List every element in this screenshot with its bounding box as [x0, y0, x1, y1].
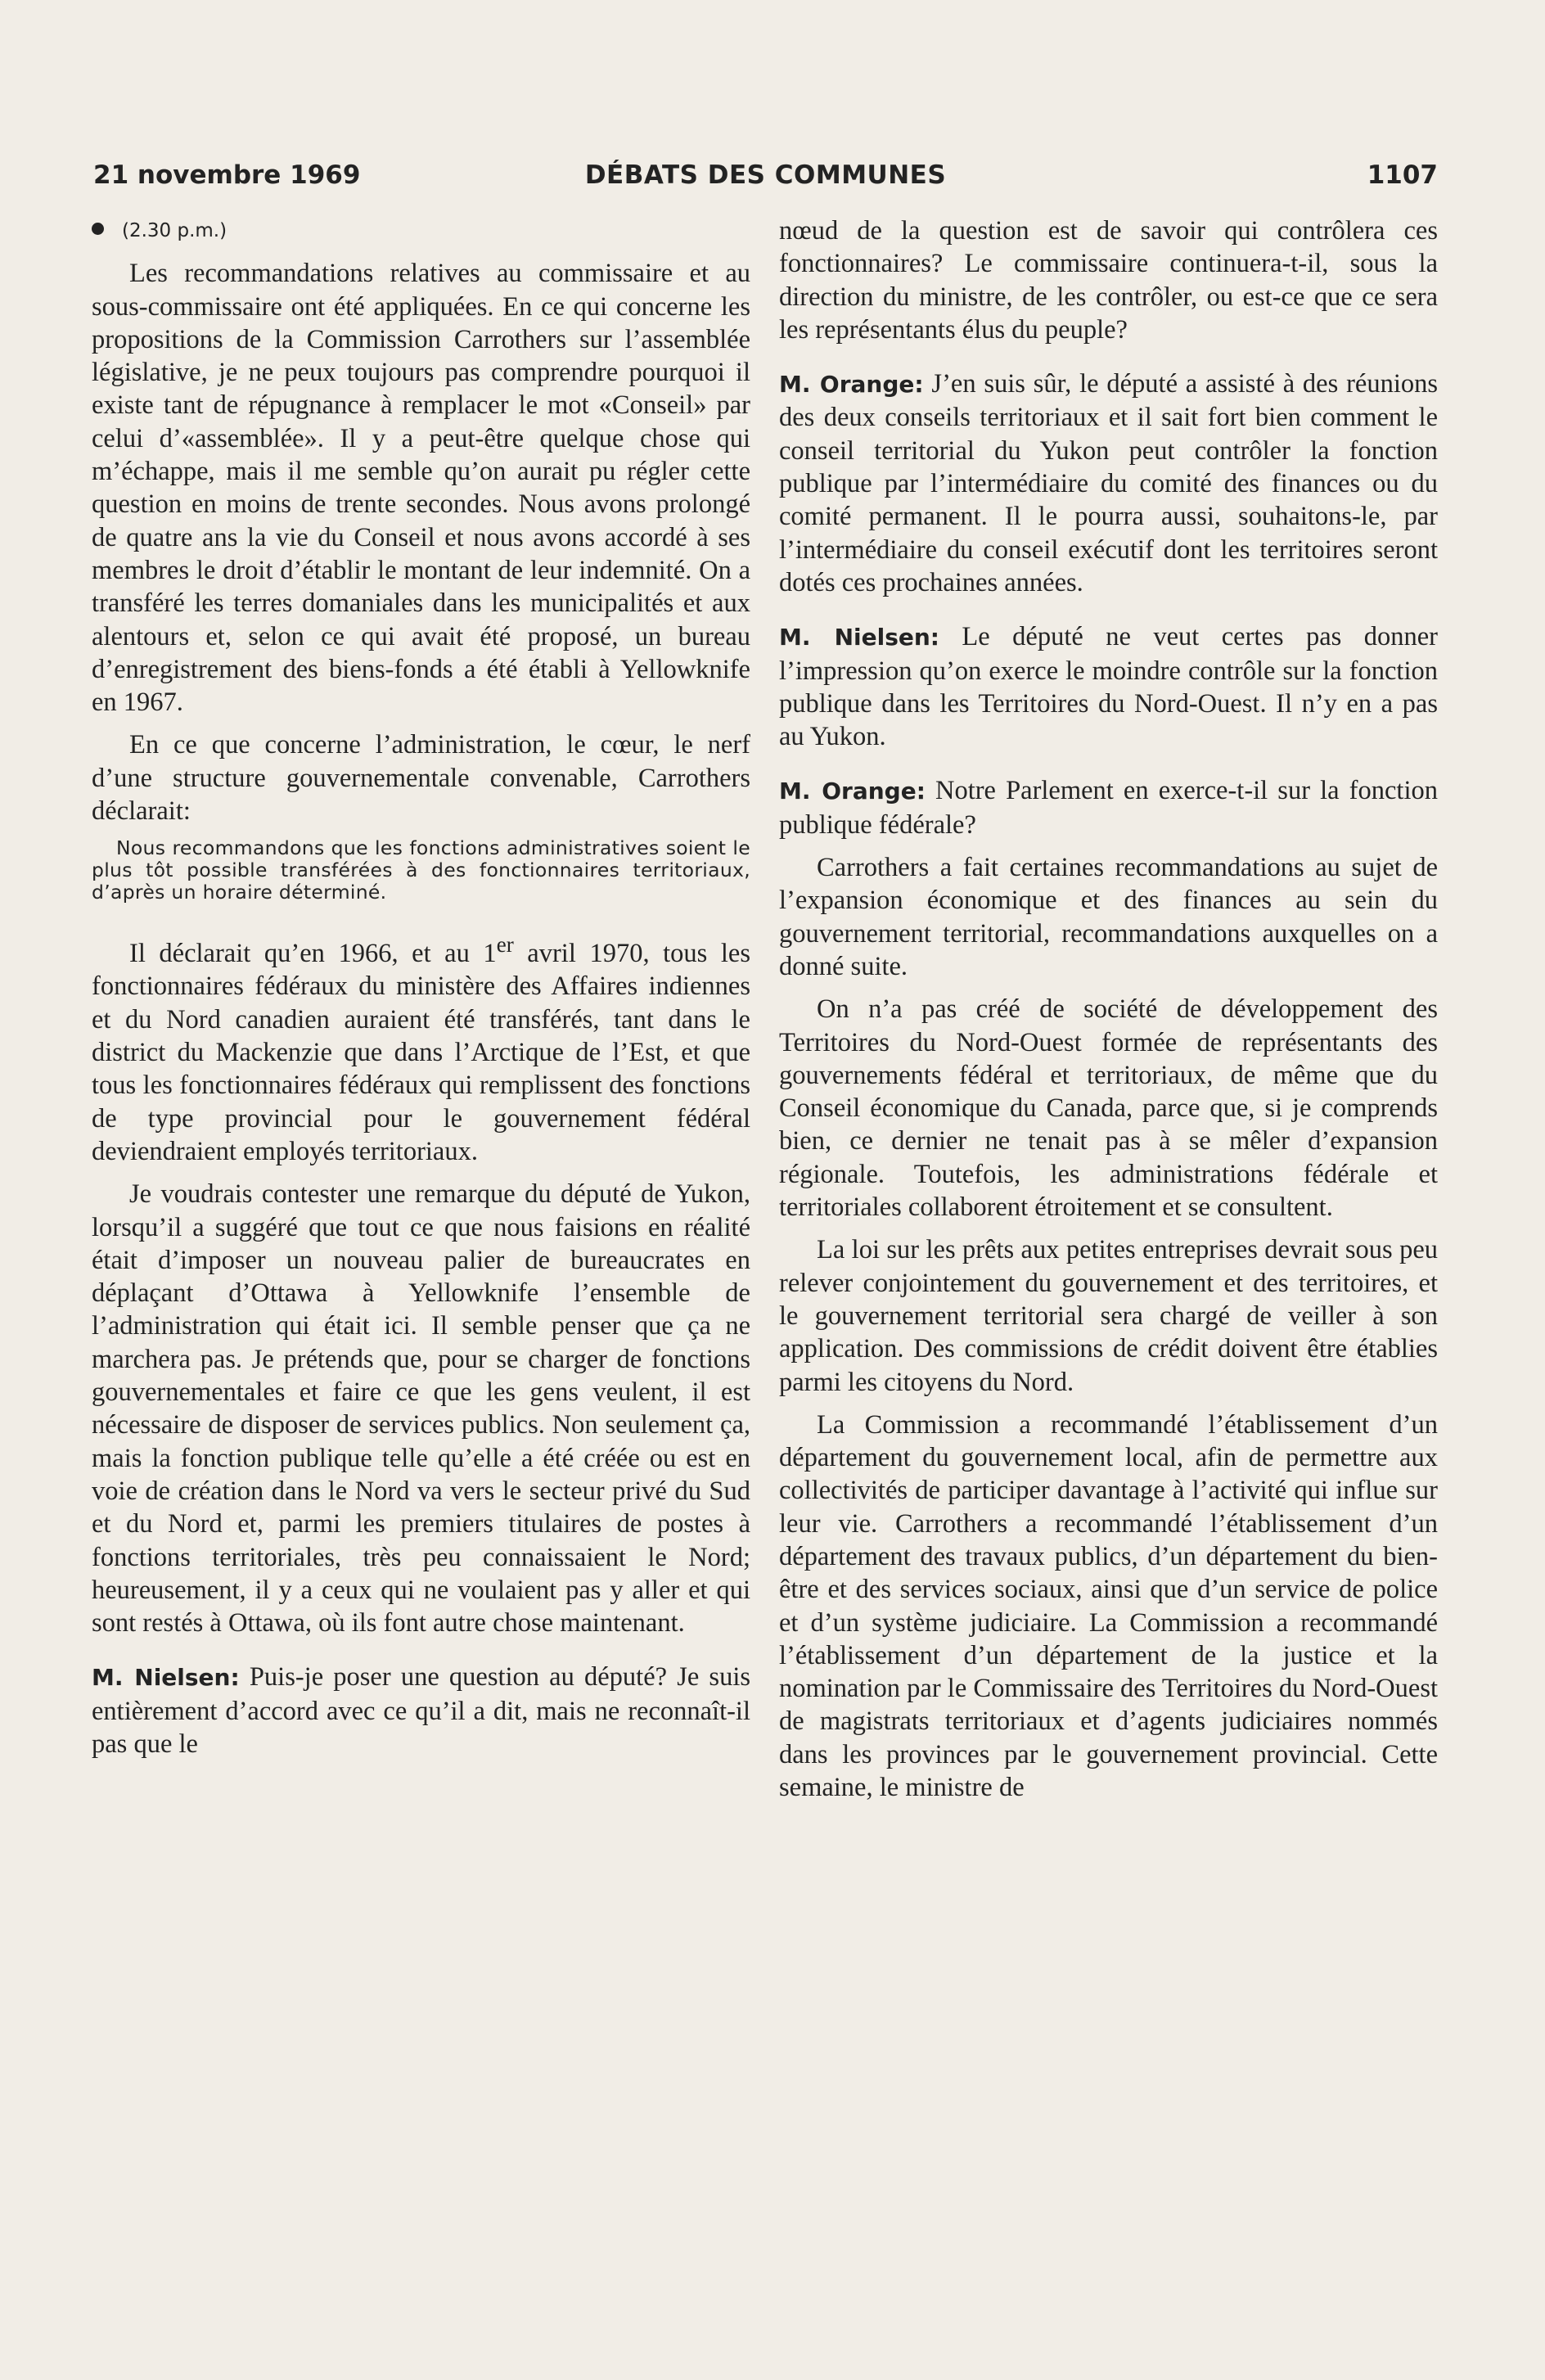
bullet-icon	[92, 223, 104, 235]
left-column	[92, 214, 750, 2203]
speaker-name: M. Nielsen:	[779, 624, 939, 651]
speech-text: Le député ne veut certes pas donner l’impression qu’on exerce le moindre contrôle sur la fonction publique dans les Territoires du Nord-Ouest. Il n’y en a pas au Yukon.	[779, 622, 1438, 752]
speaker-name: M. Orange:	[779, 371, 924, 399]
paragraph: En ce que concerne l’administration, le cœur, le nerf d’une structure gouvernementale convenable, Carrothers déclarait:	[92, 730, 750, 827]
speech	[92, 1661, 750, 1760]
speech-text: J’en suis sûr, le député a assisté à des réunions des deux conseils territoriaux et il sait fort bien comment le conseil territorial du Yukon peut contrôler la fonction publique par l’intermédiaire du comité des finances ou du comité permanent. Il le pourra aussi, souhaitons-le, par l’intermédiaire du conseil exécutif dont les territoires seront dotés ces prochaines années.	[779, 369, 1438, 597]
block-quote: Nous recommandons que les fonctions administratives soient le plus tôt possible transférées à des fonctionnaires territoriaux, d’après un horaire déterminé.	[92, 836, 750, 904]
speaker-name: M. Orange:	[779, 778, 926, 805]
paragraph-text: Il déclarait qu’en 1966, et au 1	[129, 939, 497, 969]
ordinal-superscript: er	[496, 932, 514, 958]
paragraph: La Commission a recommandé l’établissement d’un département du gouvernement local, afin de permettre aux collectivités de participer davantage à l’activité qui influe sur leur vie. Carrothers a recommandé l’établissement d’un département des travaux publics, d’un département du bien-être et des services sociaux, ainsi que d’un service de police et d’un système judiciaire. La Commission a recommandé l’établissement d’un département de la justice et la nomination par le Commissaire des Territoires du Nord-Ouest de magistrats territoriaux et d’agents judiciaires nommés dans les provinces par le gouvernement provincial. Cette semaine, le ministre de	[779, 1409, 1438, 1803]
speech-text: Notre Parlement en exerce-t-il sur la fonction publique fédérale?	[779, 776, 1438, 840]
speech	[779, 620, 1438, 753]
paragraph	[92, 928, 750, 1168]
paragraph-text: avril 1970, tous les fonctionnaires fédéraux du ministère des Affaires indiennes et du Nord canadien auraient été transférés, tant dans le district du Mackenzie que dans l’Arctique de l’Est, et que tous les fonctionnaires fédéraux qui remplissent des fonctions de type provincial pour le gouvernement fédéral deviendraient employés territoriaux.	[92, 939, 751, 1166]
header-date: 21 novembre 1969	[93, 160, 361, 190]
time-mark	[92, 214, 750, 247]
paragraph: Les recommandations relatives au commissaire et au sous-commissaire ont été appliquées. En ce qui concerne les propositions de la Commission Carrothers sur l’assemblée législative, je ne peux toujours pas comprendre pourquoi il existe tant de répugnance à remplacer le mot «Conseil» par celui d’«assemblée». Il y a peut-être quelque chose qui m’échappe, mais il me semble qu’on aurait pu régler cette question en moins de trente secondes. Nous avons prolongé de quatre ans la vie du Conseil et nous avons accordé à ses membres le droit d’établir le montant de leur indemnité. On a transféré les terres domaniales dans les municipalités et aux alentours et, selon ce qui avait été proposé, un bureau d’enregistrement des biens-fonds a été établi à Yellowknife en 1967.	[92, 259, 750, 718]
paragraph: Je voudrais contester une remarque du député de Yukon, lorsqu’il a suggéré que tout ce que nous faisions en réalité était d’imposer un nouveau palier de bureaucrates en déplaçant d’Ottawa à Yellowknife l’ensemble de l’administration qui était ici. Il semble penser que ça ne marchera pas. Je prétends que, pour se charger de fonctions gouvernementales et faire ce que les gens veulent, il est nécessaire de disposer de services publics. Non seulement ça, mais la fonction publique telle qu’elle a été créée ou est en voie de création dans le Nord va vers le secteur privé du Sud et du Nord et, parmi les premiers titulaires de postes à fonctions territoriales, très peu connaissaient le Nord; heureusement, il y a ceux qui ne voulaient pas y aller et qui sont restés à Ottawa, où ils font autre chose maintenant.	[92, 1179, 750, 1639]
time-mark-text: (2.30 p.m.)	[122, 220, 227, 241]
speech	[779, 367, 1438, 599]
speech-text: Puis-je poser une question au député? Je suis entièrement d’accord avec ce qu’il a dit, mais ne reconnaît-il pas que le	[92, 1662, 751, 1759]
speech	[779, 774, 1438, 841]
page-header	[93, 151, 1438, 200]
right-column	[779, 214, 1438, 2203]
header-title: DÉBATS DES COMMUNES	[584, 160, 947, 190]
paragraph: nœud de la question est de savoir qui contrôlera ces fonctionnaires? Le commissaire continuera-t-il, sous la direction du ministre, de les contrôler, ou est-ce que ce sera les représentants élus du peuple?	[779, 216, 1438, 345]
page-number: 1107	[1367, 160, 1438, 190]
paragraph: On n’a pas créé de société de développement des Territoires du Nord-Ouest formée de représentants des gouvernements fédéral et territoriaux, de même que du Conseil économique du Canada, parce que, si je comprends bien, ce dernier ne tenait pas à se mêler d’expansion régionale. Toutefois, les administrations fédérale et territoriales collaborent étroitement et se consultent.	[779, 994, 1438, 1223]
paragraph: La loi sur les prêts aux petites entreprises devrait sous peu relever conjointement du gouvernement et des territoires, et le gouvernement territorial sera chargé de veiller à son application. Des commissions de crédit doivent être établies parmi les citoyens du Nord.	[779, 1235, 1438, 1397]
speaker-name: M. Nielsen:	[92, 1664, 240, 1692]
paragraph: Carrothers a fait certaines recommandations au sujet de l’expansion économique et des finances au sein du gouvernement territorial, recommandations auxquelles on a donné suite.	[779, 853, 1438, 981]
